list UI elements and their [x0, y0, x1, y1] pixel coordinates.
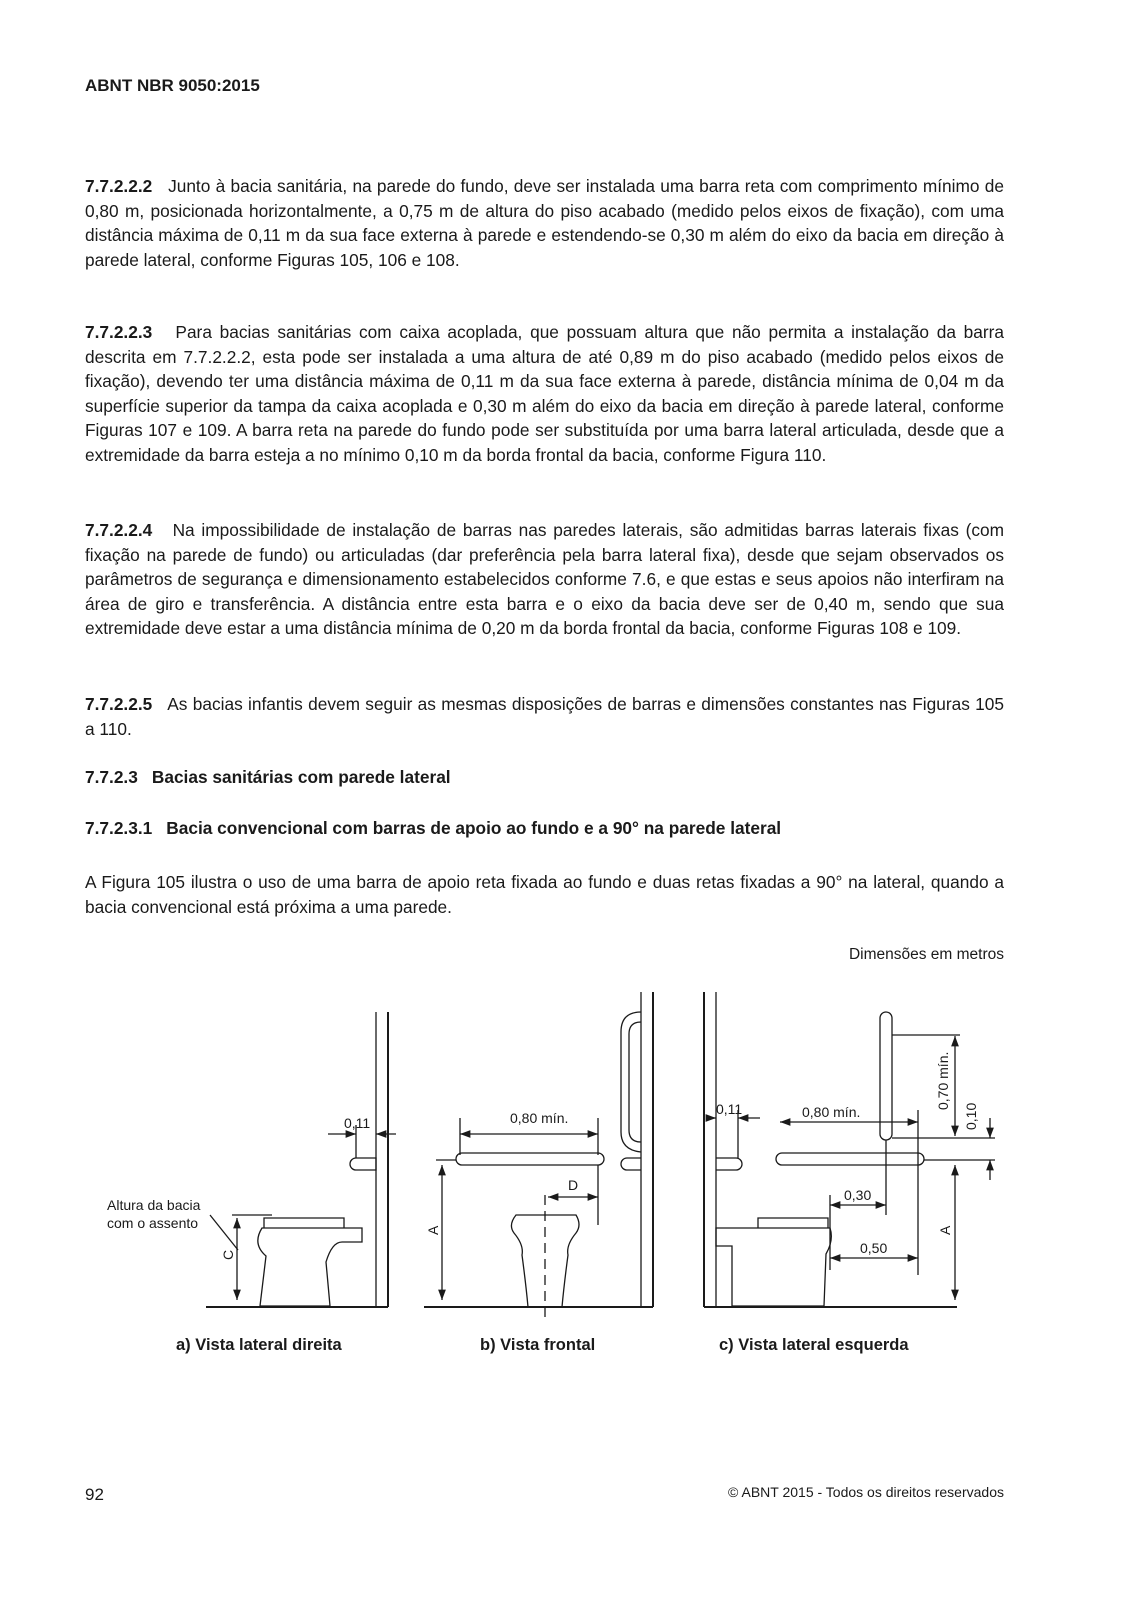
- toilet-side-icon: [258, 1218, 362, 1306]
- copyright: © ABNT 2015 - Todos os direitos reservados: [728, 1484, 1004, 1500]
- view-c-left-side: [704, 992, 995, 1307]
- label-011-a: 0,11: [344, 1115, 371, 1131]
- subsection-number: 7.7.2.3.1: [85, 818, 153, 838]
- vertical-grab-bar-icon: [621, 1012, 641, 1152]
- document-header: ABNT NBR 9050:2015: [85, 76, 260, 95]
- clause-text: Na impossibilidade de instalação de barras nas paredes laterais, são admitidas barras laterais fixas (com fixação na parede de fundo) ou articuladas (dar preferência pela barra lateral fixa), desde que sejam observados os parâmetros de segurança e dimensionamento estabelecidos conforme 7.6, e que estas e seus apoios não interfiram na área de giro e transferência. A distância entre esta barra e o eixo da bacia deve ser de 0,40 m, sendo que sua extremidade deve estar a uma distância mínima de 0,20 m da borda frontal da bacia, conforme Figuras 108 e 109.: [85, 520, 1004, 639]
- label-050: 0,50: [860, 1240, 888, 1256]
- clause-number: 7.7.2.2.3: [85, 322, 153, 342]
- label-c: C: [220, 1249, 236, 1260]
- units-note: Dimensões em metros: [848, 946, 1004, 963]
- section-title: Bacias sanitárias com parede lateral: [151, 767, 451, 787]
- label-070: 0,70 mín.: [935, 1051, 951, 1110]
- section-number: 7.7.2.3: [85, 767, 138, 787]
- page-number: 92: [85, 1485, 104, 1504]
- clause-number: 7.7.2.2.4: [85, 520, 153, 540]
- label-a-b: A: [425, 1225, 441, 1235]
- clause-text: Para bacias sanitárias com caixa acoplada, que possuam altura que não permita a instalação da barra descrita em 7.7.2.2.2, esta pode ser instalada a uma altura de até 0,89 m do piso acabado (medido pelos eixos de fixação), devendo ter uma distância máxima de 0,11 m da sua face externa à parede, distância mínima de 0,04 m da superfície superior da tampa da caixa acoplada e 0,30 m além do eixo da bacia em direção à parede lateral, conforme Figuras 107 e 109. A barra reta na parede do fundo pode ser substituída por uma barra lateral articulada, desde que a extremidade da barra esteja a no mínimo 0,10 m da borda frontal da bacia, conforme Figura 110.: [85, 322, 1004, 465]
- label-030: 0,30: [844, 1187, 872, 1203]
- label-011-c: 0,11: [716, 1101, 743, 1117]
- view-b-front: [424, 992, 653, 1320]
- clause-text: Junto à bacia sanitária, na parede do fundo, deve ser instalada uma barra reta com comprimento mínimo de 0,80 m, posicionada horizontalmente, a 0,75 m de altura do piso acabado (medido pelos eixos de fixação), com uma distância máxima de 0,11 m da sua face externa à parede e estendendo-se 0,30 m além do eixo da bacia em direção à parede lateral, conforme Figuras 105, 106 e 108.: [85, 176, 1004, 270]
- vertical-side-bar-icon: [880, 1012, 892, 1140]
- clause-text: As bacias infantis devem seguir as mesmas disposições de barras e dimensões constantes nas Figuras 105 a 110.: [85, 694, 1005, 739]
- label-080-b: 0,80 mín.: [510, 1110, 569, 1126]
- side-grab-bar-icon: [776, 1153, 924, 1165]
- label-080-c: 0,80 mín.: [802, 1104, 861, 1120]
- label-seat-height-2: com o assento: [107, 1215, 199, 1231]
- clause-number: 7.7.2.2.2: [85, 176, 153, 196]
- caption-a: a) Vista lateral direita: [176, 1336, 342, 1354]
- label-d: D: [568, 1177, 579, 1193]
- back-grab-bar-icon: [456, 1153, 604, 1165]
- label-seat-height: Altura da bacia: [107, 1197, 201, 1213]
- label-a-c: A: [937, 1225, 953, 1235]
- view-a-right-side: [206, 1012, 396, 1307]
- subsection-title: Bacia convencional com barras de apoio ao fundo e a 90° na parede lateral: [166, 818, 782, 838]
- caption-b: b) Vista frontal: [480, 1336, 596, 1354]
- toilet-side-left-icon: [716, 1218, 831, 1306]
- label-010: 0,10: [963, 1102, 979, 1130]
- grab-bar-section-icon: [350, 1158, 376, 1170]
- caption-c: c) Vista lateral esquerda: [719, 1336, 909, 1354]
- clause-number: 7.7.2.2.5: [85, 694, 153, 714]
- intro-paragraph: A Figura 105 ilustra o uso de uma barra de apoio reta fixada ao fundo e duas retas fixadas a 90° na lateral, quando a bacia convencional está próxima a uma parede.: [85, 872, 1004, 917]
